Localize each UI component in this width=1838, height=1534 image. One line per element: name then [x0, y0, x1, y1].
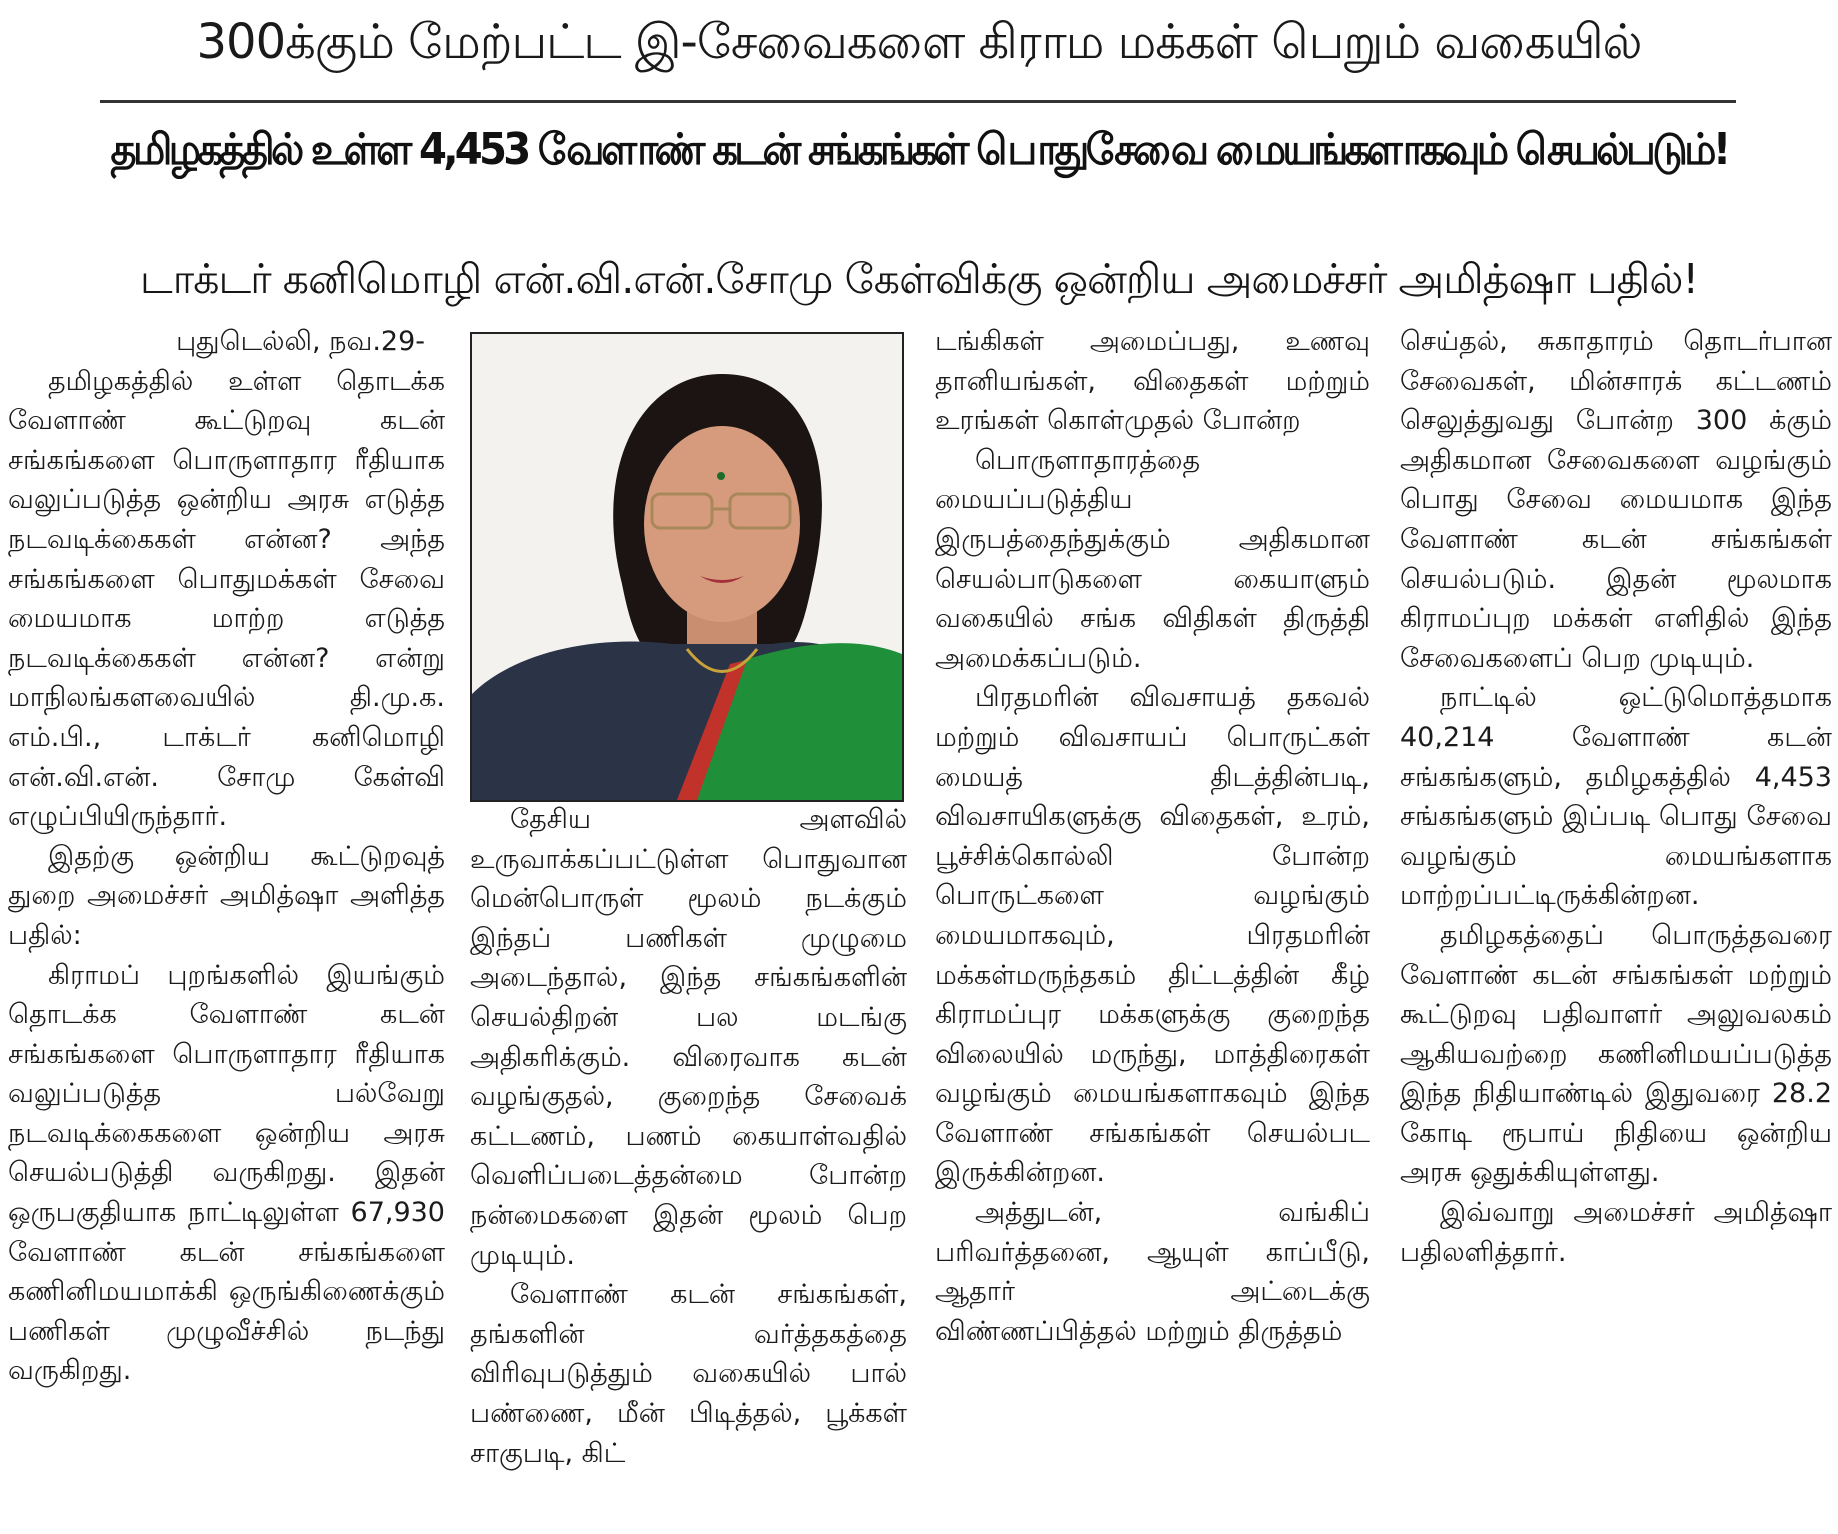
paragraph: தமிழகத்தில் உள்ள தொடக்க வேளாண் கூட்டுறவு கடன் சங்கங்களை பொருளாதார ரீதியாக வலுப்படுத்த ஒன்றிய அரசு எடுத்த நடவடிக்கைகள் என்ன? அந்த சங்கங்களை பொதுமக்கள் சேவை மையமாக மாற்ற எடுத்த நடவடிக்கைகள் என்ன? என்று மாநிலங்களவையில் தி.மு.க. எம்.பி., டாக்டர் கனிமொழி என்.வி.என். சோமு கேள்வி எழுப்பியிருந்தார். — [8, 365, 445, 833]
paragraph: டங்கிகள் அமைப்பது, உணவு தானியங்கள், விதைகள் மற்றும் உரங்கள் கொள்முதல் போன்ற — [935, 326, 1370, 437]
paragraph: நாட்டில் ஒட்டுமொத்தமாக 40,214 வேளாண் கடன் சங்கங்களும், தமிழகத்தில் 4,453 சங்கங்களும் இப்படி பொது சேவை வழங்கும் மையங்களாக மாற்றப்பட்டிருக்கின்றன. — [1400, 682, 1832, 912]
paragraph: கிராமப் புறங்களில் இயங்கும் தொடக்க வேளாண் கடன் சங்கங்களை பொருளாதார ரீதியாக வலுப்படுத்த பல்வேறு நடவடிக்கைகளை ஒன்றிய அரசு செயல்படுத்தி வருகிறது. இதன் ஒருபகுதியாக நாட்டிலுள்ள 67,930 வேளாண் கடன் சங்கங்களை கணினிமயமாக்கி ஒருங்கிணைக்கும் பணிகள் முழுவீச்சில் நடந்து வருகிறது. — [8, 959, 445, 1387]
paragraph: இவ்வாறு அமைச்சர் அமித்ஷா பதிலளித்தார். — [1400, 1197, 1832, 1268]
article-column-1 — [8, 322, 445, 1522]
article-column-3 — [935, 322, 1370, 1522]
dateline: புதுடெல்லி, நவ.29- — [176, 326, 425, 357]
paragraph: வேளாண் கடன் சங்கங்கள், தங்களின் வர்த்தகத்தை விரிவுபடுத்தும் வகையில் பால் பண்ணை, மீன் பிடித்தல், பூக்கள் சாகுபடி, கிட் — [470, 1279, 907, 1469]
paragraph: பிரதமரின் விவசாயத் தகவல் மற்றும் விவசாயப் பொருட்கள் மையத் திடத்தின்படி, விவசாயிகளுக்கு விதைகள், உரம், பூச்சிக்கொல்லி போன்ற பொருட்களை வழங்கும் மையமாகவும், பிரதமரின் மக்கள்மருந்தகம் திட்டத்தின் கீழ் கிராமப்புர மக்களுக்கு குறைந்த விலையில் மருந்து, மாத்திரைகள் வழங்கும் மையங்களாகவும் இந்த வேளாண் சங்கங்கள் செயல்பட இருக்கின்றன. — [935, 682, 1370, 1189]
paragraph: பொருளாதாரத்தை மையப்படுத்திய இருபத்தைந்துக்கும் அதிகமான செயல்பாடுகளை கையாளும் வகையில் சங்க விதிகள் திருத்தி அமைக்கப்படும். — [935, 444, 1370, 674]
header-rule — [100, 100, 1736, 103]
kicker-headline: 300க்கும் மேற்பட்ட இ-சேவைகளை கிராம மக்கள் பெறும் வகையில் — [196, 14, 1642, 70]
paragraph: தமிழகத்தைப் பொருத்தவரை வேளாண் கடன் சங்கங்கள் மற்றும் கூட்டுறவு பதிவாளர் அலுவலகம் ஆகியவற்றை கணினிமயப்படுத்த இந்த நிதியாண்டில் இதுவரை 28.2 கோடி ரூபாய் நிதியை ஒன்றிய அரசு ஒதுக்கியுள்ளது. — [1400, 919, 1832, 1189]
paragraph: செய்தல், சுகாதாரம் தொடர்பான சேவைகள், மின்சாரக் கட்டணம் செலுத்துவது போன்ற 300 க்கும் அதிகமான சேவைகளை வழங்கும் பொது சேவை மையமாக இந்த வேளாண் கடன் சங்கங்கள் செயல்படும். இதன் மூலமாக கிராமப்புற மக்கள் எளிதில் இந்த சேவைகளைப் பெற முடியும். — [1400, 326, 1832, 674]
subheadline: டாக்டர் கனிமொழி என்.வி.என்.சோமு கேள்விக்கு ஒன்றிய அமைச்சர் அமித்ஷா பதில்! — [139, 255, 1699, 303]
paragraph: அத்துடன், வங்கிப் பரிவர்த்தனை, ஆயுள் காப்பீடு, ஆதார் அட்டைக்கு விண்ணப்பித்தல் மற்றும் திருத்தம் — [935, 1197, 1370, 1347]
article-column-4 — [1400, 322, 1832, 1522]
main-headline: தமிழகத்தில் உள்ள 4,453 வேளாண் கடன் சங்கங்கள் பொதுசேவை மையங்களாகவும் செயல்படும்! — [110, 125, 1728, 175]
article-column-2 — [470, 800, 907, 1522]
portrait-illustration — [472, 334, 902, 800]
paragraph: இதற்கு ஒன்றிய கூட்டுறவுத் துறை அமைச்சர் அமித்ஷா அளித்த பதில்: — [8, 840, 445, 951]
paragraph: தேசிய அளவில் உருவாக்கப்பட்டுள்ள பொதுவான மென்பொருள் மூலம் நடக்கும் இந்தப் பணிகள் முழுமை அடைந்தால், இந்த சங்கங்களின் செயல்திறன் பல மடங்கு அதிகரிக்கும். விரைவாக கடன் வழங்குதல், குறைந்த சேவைக் கட்டணம், பணம் கையாள்வதில் வெளிப்படைத்தன்மை போன்ற நன்மைகளை இதன் மூலம் பெற முடியும். — [470, 804, 907, 1271]
portrait-photo — [470, 332, 904, 802]
